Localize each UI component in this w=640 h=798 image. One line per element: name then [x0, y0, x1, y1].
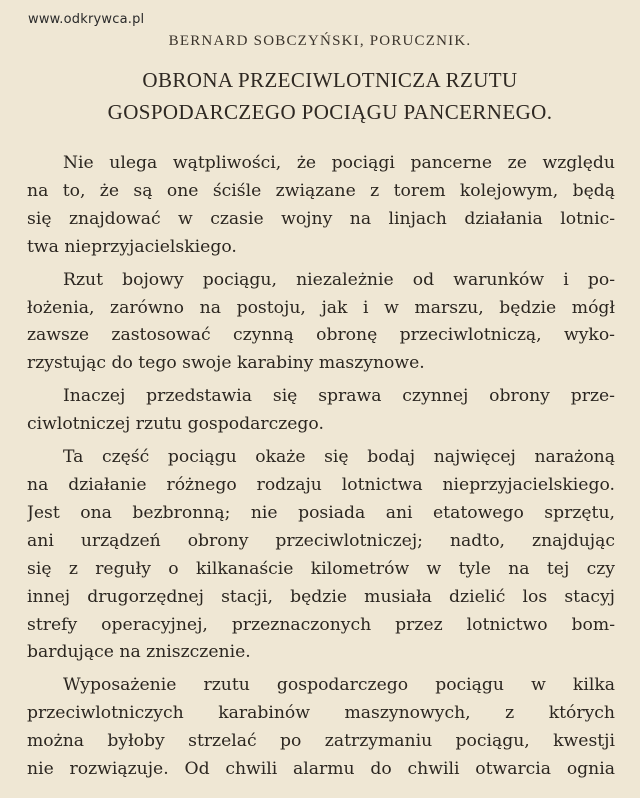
text-line: na to, że są one ściśle związane z torem kolejowym, będą: [27, 180, 615, 201]
text-line: Ta część pociągu okaże się bodaj najwięcej narażoną: [63, 447, 615, 468]
watermark-text: www.odkrywca.pl: [28, 12, 145, 27]
text-line: się znajdować w czasie wojny na linjach działania lotnic-: [27, 208, 615, 229]
article-body: [27, 150, 615, 789]
text-line: przeciwlotniczych karabinów maszynowych, z których: [27, 703, 615, 724]
text-line: twa nieprzyjacielskiego.: [27, 236, 237, 257]
text-line: Wyposażenie rzutu gospodarczego pociągu w kilka: [63, 675, 615, 696]
text-line: Nie ulega wątpliwości, że pociągi pancerne ze względu: [63, 153, 615, 173]
paragraph: [27, 444, 615, 667]
text-line: na działanie różnego rodzaju lotnictwa nieprzyjacielskiego.: [27, 474, 615, 495]
text-line: się z reguły o kilkanaście kilometrów w tyle na tej czy: [27, 558, 615, 579]
paragraph: [27, 150, 615, 262]
text-line: Jest ona bezbronną; nie posiada ani etatowego sprzętu,: [27, 502, 615, 523]
text-line: łożenia, zarówno na postoju, jak i w marszu, będzie mógł: [27, 297, 615, 318]
text-line: zawsze zastosować czynną obronę przeciwlotniczą, wyko-: [27, 325, 615, 346]
paragraph: [27, 267, 615, 379]
author-line: BERNARD SOBCZYŃSKI, PORUCZNIK.: [168, 33, 472, 49]
text-line: Rzut bojowy pociągu, niezależnie od warunków i po-: [63, 269, 615, 290]
text-line: strefy operacyjnej, przeznaczonych przez lotnictwo bom-: [27, 614, 615, 635]
text-line: można byłoby strzelać po zatrzymaniu pociągu, kwestji: [27, 731, 615, 752]
title-line: GOSPODARCZEGO POCIĄGU PANCERNEGO.: [107, 100, 553, 124]
text-line: ani urządzeń obrony przeciwlotniczej; nadto, znajdując: [27, 530, 615, 551]
text-line: bardujące na zniszczenie.: [27, 642, 251, 663]
text-line: rzystując do tego swoje karabiny maszynowe.: [27, 353, 425, 374]
article-title: [40, 64, 620, 128]
paragraph: [27, 383, 615, 439]
text-line: ciwlotniczej rzutu gospodarczego.: [27, 414, 324, 435]
title-line: OBRONA PRZECIWLOTNICZA RZUTU: [142, 68, 518, 92]
text-line: innej drugorzędnej stacji, będzie musiała dzielić los stacyj: [27, 586, 615, 607]
text-line: nie rozwiązuje. Od chwili alarmu do chwili otwarcia ognia: [27, 759, 615, 780]
text-line: Inaczej przedstawia się sprawa czynnej obrony prze-: [63, 386, 615, 407]
paragraph: [27, 672, 615, 784]
